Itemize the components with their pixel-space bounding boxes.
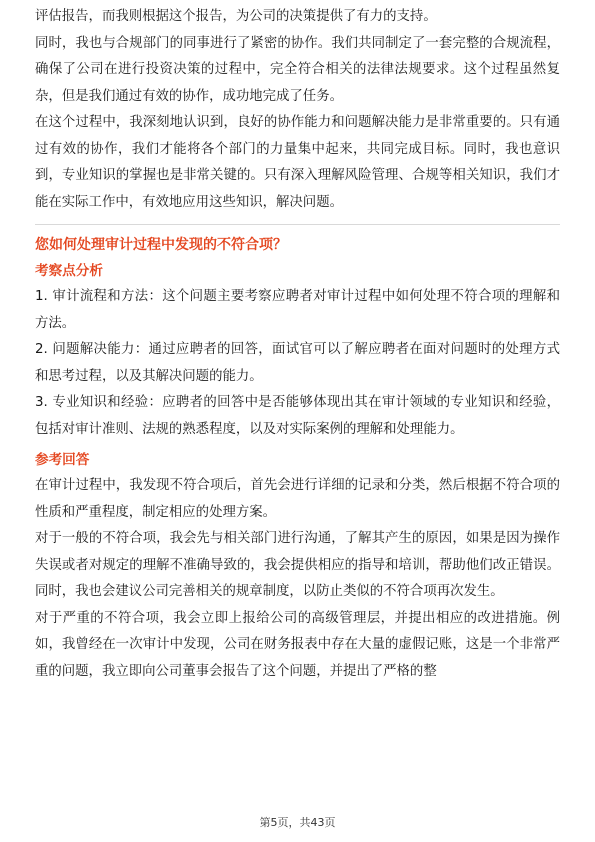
answer-paragraph-3: 对于严重的不符合项，我会立即上报给公司的高级管理层，并提出相应的改进措施。例如，我曾经在一次审计中发现，公司在财务报表中存在大量的虚假记账，这是一个非常严重的问题，我立即向公司董事会报告了这个问题，并提出了严格的整 xyxy=(35,610,560,679)
page-number: 第5页，共43页 xyxy=(259,816,336,829)
answer-heading: 参考回答 xyxy=(35,452,90,468)
intro-paragraph-3: 在这个过程中，我深刻地认识到，良好的协作能力和问题解决能力是非常重要的。只有通过有效的协作，我们才能将各个部门的力量集中起来，共同完成目标。同时，我也意识到，专业知识的掌握也是非常关键的。只有深入理解风险管理、合规等相关知识，我们才能在实际工作中，有效地应用这些知识，解决问题。 xyxy=(35,115,560,210)
answer-paragraph-2: 对于一般的不符合项，我会先与相关部门进行沟通，了解其产生的原因，如果是因为操作失误或者对规定的理解不准确导致的，我会提供相应的指导和培训，帮助他们改正错误。同时，我也会建议公司完善相关的规章制度，以防止类似的不符合项再次发生。 xyxy=(35,531,560,599)
page-footer xyxy=(0,814,595,830)
analysis-item-3: 3. 专业知识和经验：应聘者的回答中是否能够体现出其在审计领域的专业知识和经验，包括对审计准则、法规的熟悉程度，以及对实际案例的理解和处理能力。 xyxy=(35,395,560,437)
analysis-item-2: 2. 问题解决能力：通过应聘者的回答，面试官可以了解应聘者在面对问题时的处理方式和思考过程，以及其解决问题的能力。 xyxy=(35,342,560,384)
section-divider xyxy=(35,224,560,225)
question-title: 您如何处理审计过程中发现的不符合项？ xyxy=(35,237,287,253)
answer-paragraph-1: 在审计过程中，我发现不符合项后，首先会进行详细的记录和分类，然后根据不符合项的性质和严重程度，制定相应的处理方案。 xyxy=(35,478,560,520)
analysis-item-1: 1. 审计流程和方法：这个问题主要考察应聘者对审计过程中如何处理不符合项的理解和方法。 xyxy=(35,289,560,331)
intro-paragraph-2: 同时，我也与合规部门的同事进行了紧密的协作。我们共同制定了一套完整的合规流程，确保了公司在进行投资决策的过程中，完全符合相关的法律法规要求。这个过程虽然复杂，但是我们通过有效的协作，成功地完成了任务。 xyxy=(35,35,560,104)
analysis-heading: 考察点分析 xyxy=(35,263,103,279)
document-page xyxy=(35,0,560,685)
intro-paragraph-1: 评估报告，而我则根据这个报告，为公司的决策提供了有力的支持。 xyxy=(35,9,437,24)
